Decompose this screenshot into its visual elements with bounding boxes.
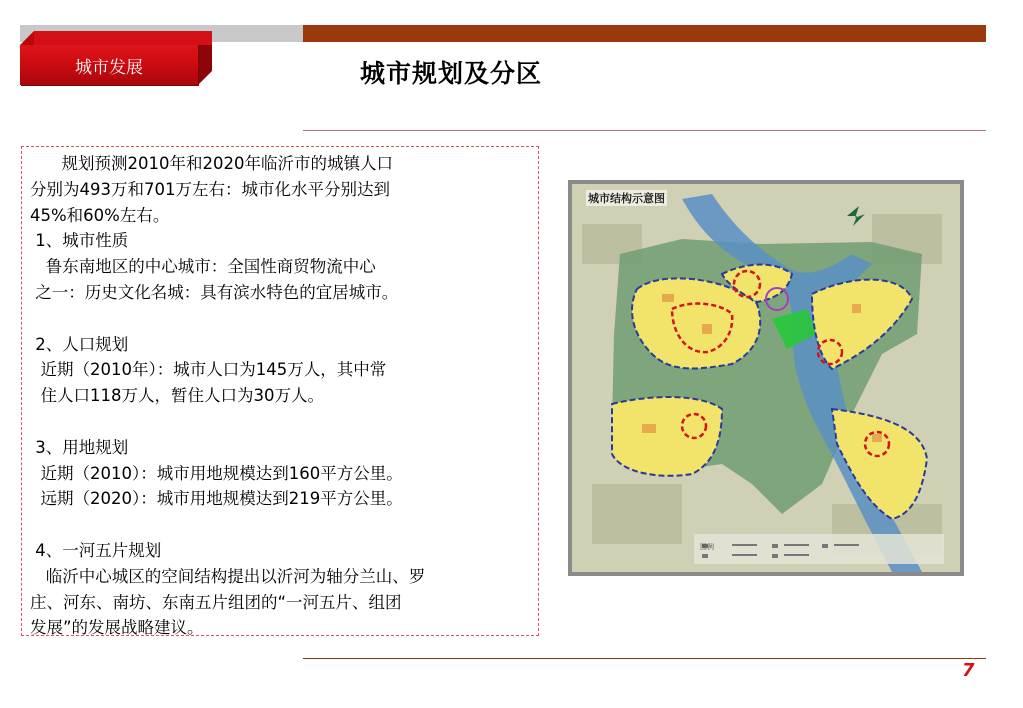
section-heading-land-use: 3、用地规划: [30, 437, 129, 457]
map-title: 城市结构示意图: [588, 192, 665, 205]
intro-line: 45%和60%左右。: [30, 205, 170, 225]
section-line: 住人口118万人，暂住人口为30万人。: [30, 386, 324, 406]
section-line: 临沂中心城区的空间结构提出以沂河为轴分兰山、罗: [30, 566, 426, 586]
section-tab-top-face: [34, 31, 212, 45]
title-divider: [303, 130, 986, 131]
map-image: [572, 184, 960, 572]
section-line: 远期（2020）：城市用地规模达到219平方公里。: [30, 489, 403, 509]
section-heading-city-nature: 1、城市性质: [30, 231, 129, 251]
spacer: [30, 512, 532, 538]
section-tab-side-face: [198, 45, 212, 85]
section-line: 鲁东南地区的中心城市：全国性商贸物流中心: [30, 257, 376, 277]
section-heading-river-zones: 4、一河五片规划: [30, 540, 162, 560]
footer-divider: [303, 658, 986, 659]
section-line: 发展”的发展战略建议。: [30, 618, 204, 638]
section-tab-bevel: [20, 31, 34, 45]
section-tab: 城市发展: [20, 45, 198, 85]
city-structure-map: [568, 180, 964, 576]
section-heading-population: 2、人口规划: [30, 334, 129, 354]
section-line: 近期（2010）：城市用地规模达到160平方公里。: [30, 463, 403, 483]
intro-line: 分别为493万和701万左右：城市化水平分别达到: [30, 179, 390, 199]
section-line: 庄、河东、南坊、东南五片组团的“一河五片、组团: [30, 592, 402, 612]
page-number: 7: [962, 660, 975, 681]
spacer: [30, 306, 532, 332]
section-line: 近期（2010年）：城市人口为145万人，其中常: [30, 360, 387, 380]
page-title: 城市规划及分区: [360, 59, 543, 88]
intro-line: 规划预测2010年和2020年临沂市的城镇人口: [30, 154, 393, 173]
header-bar-brown: [303, 25, 986, 42]
map-illustration: [572, 184, 960, 572]
section-line: 之一：历史文化名城：具有滨水特色的宜居城市。: [30, 282, 399, 302]
content-textbox: [21, 146, 539, 636]
map-legend: 图例: [700, 543, 714, 551]
spacer: [30, 409, 532, 435]
